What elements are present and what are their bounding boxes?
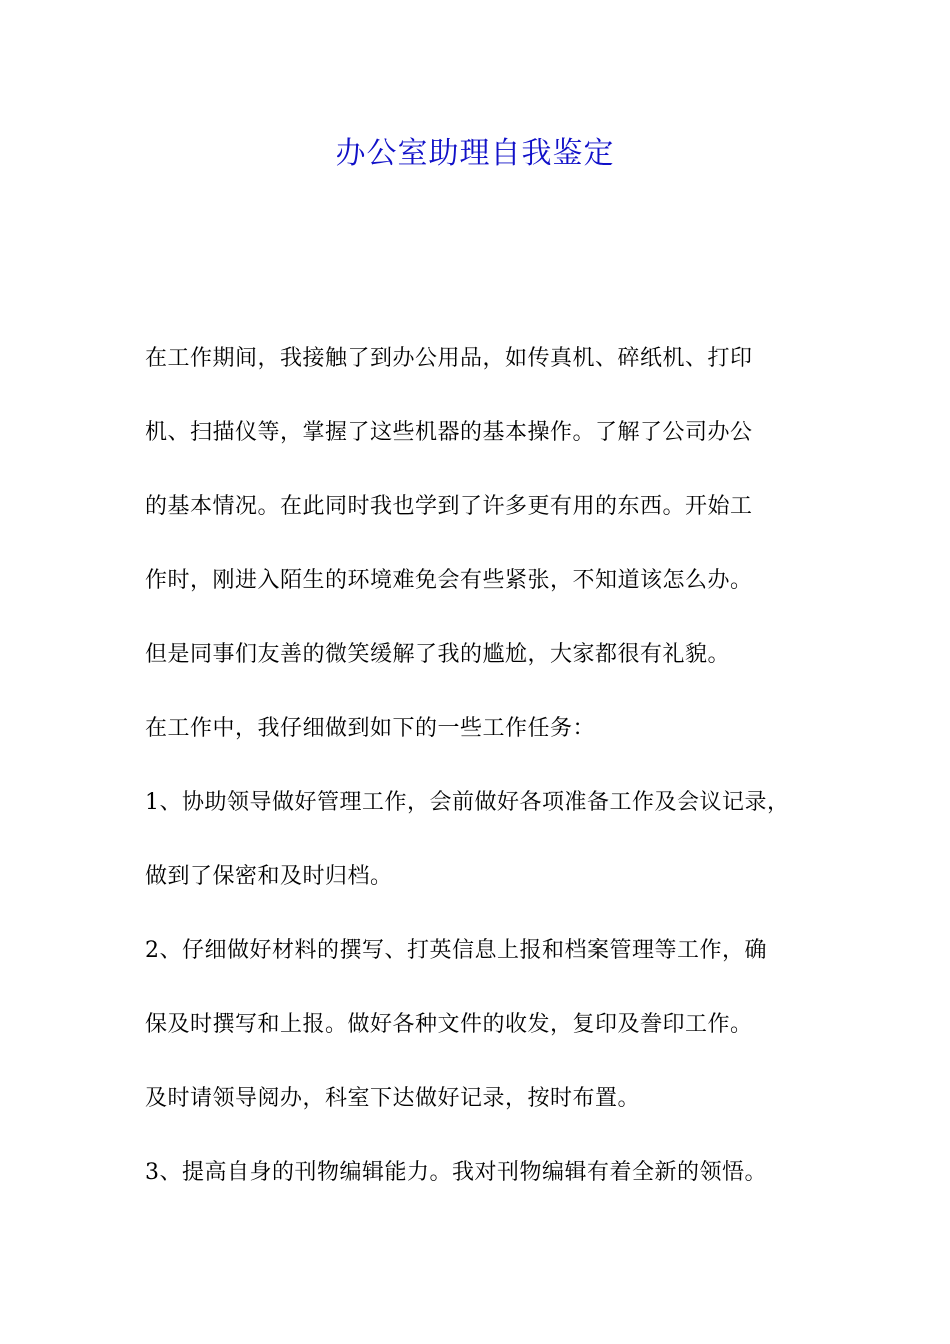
- body-line: 的基本情况。在此同时我也学到了许多更有用的东西。开始工: [145, 494, 753, 519]
- body-line: 1、协助领导做好管理工作，会前做好各项准备工作及会议记录，: [145, 790, 790, 815]
- body-line: 机、扫描仪等，掌握了这些机器的基本操作。了解了公司办公: [145, 420, 753, 445]
- body-line: 做到了保密和及时归档。: [145, 864, 393, 889]
- document-title: 办公室助理自我鉴定: [335, 136, 615, 171]
- document-body: [145, 336, 825, 1224]
- body-line: 2、仔细做好材料的撰写、打英信息上报和档案管理等工作，确: [145, 938, 767, 963]
- body-line: 作时，刚进入陌生的环境难免会有些紧张，不知道该怎么办。: [145, 568, 753, 593]
- body-line: 及时请领导阅办，科室下达做好记录，按时布置。: [145, 1086, 641, 1111]
- body-line: 3、提高自身的刊物编辑能力。我对刊物编辑有着全新的领悟。: [145, 1160, 767, 1185]
- body-line: 在工作期间，我接触了到办公用品，如传真机、碎纸机、打印: [145, 346, 753, 371]
- body-line: 在工作中，我仔细做到如下的一些工作任务：: [145, 716, 596, 741]
- body-line: 保及时撰写和上报。做好各种文件的收发，复印及誊印工作。: [145, 1012, 753, 1037]
- body-line: 但是同事们友善的微笑缓解了我的尴尬，大家都很有礼貌。: [145, 642, 731, 667]
